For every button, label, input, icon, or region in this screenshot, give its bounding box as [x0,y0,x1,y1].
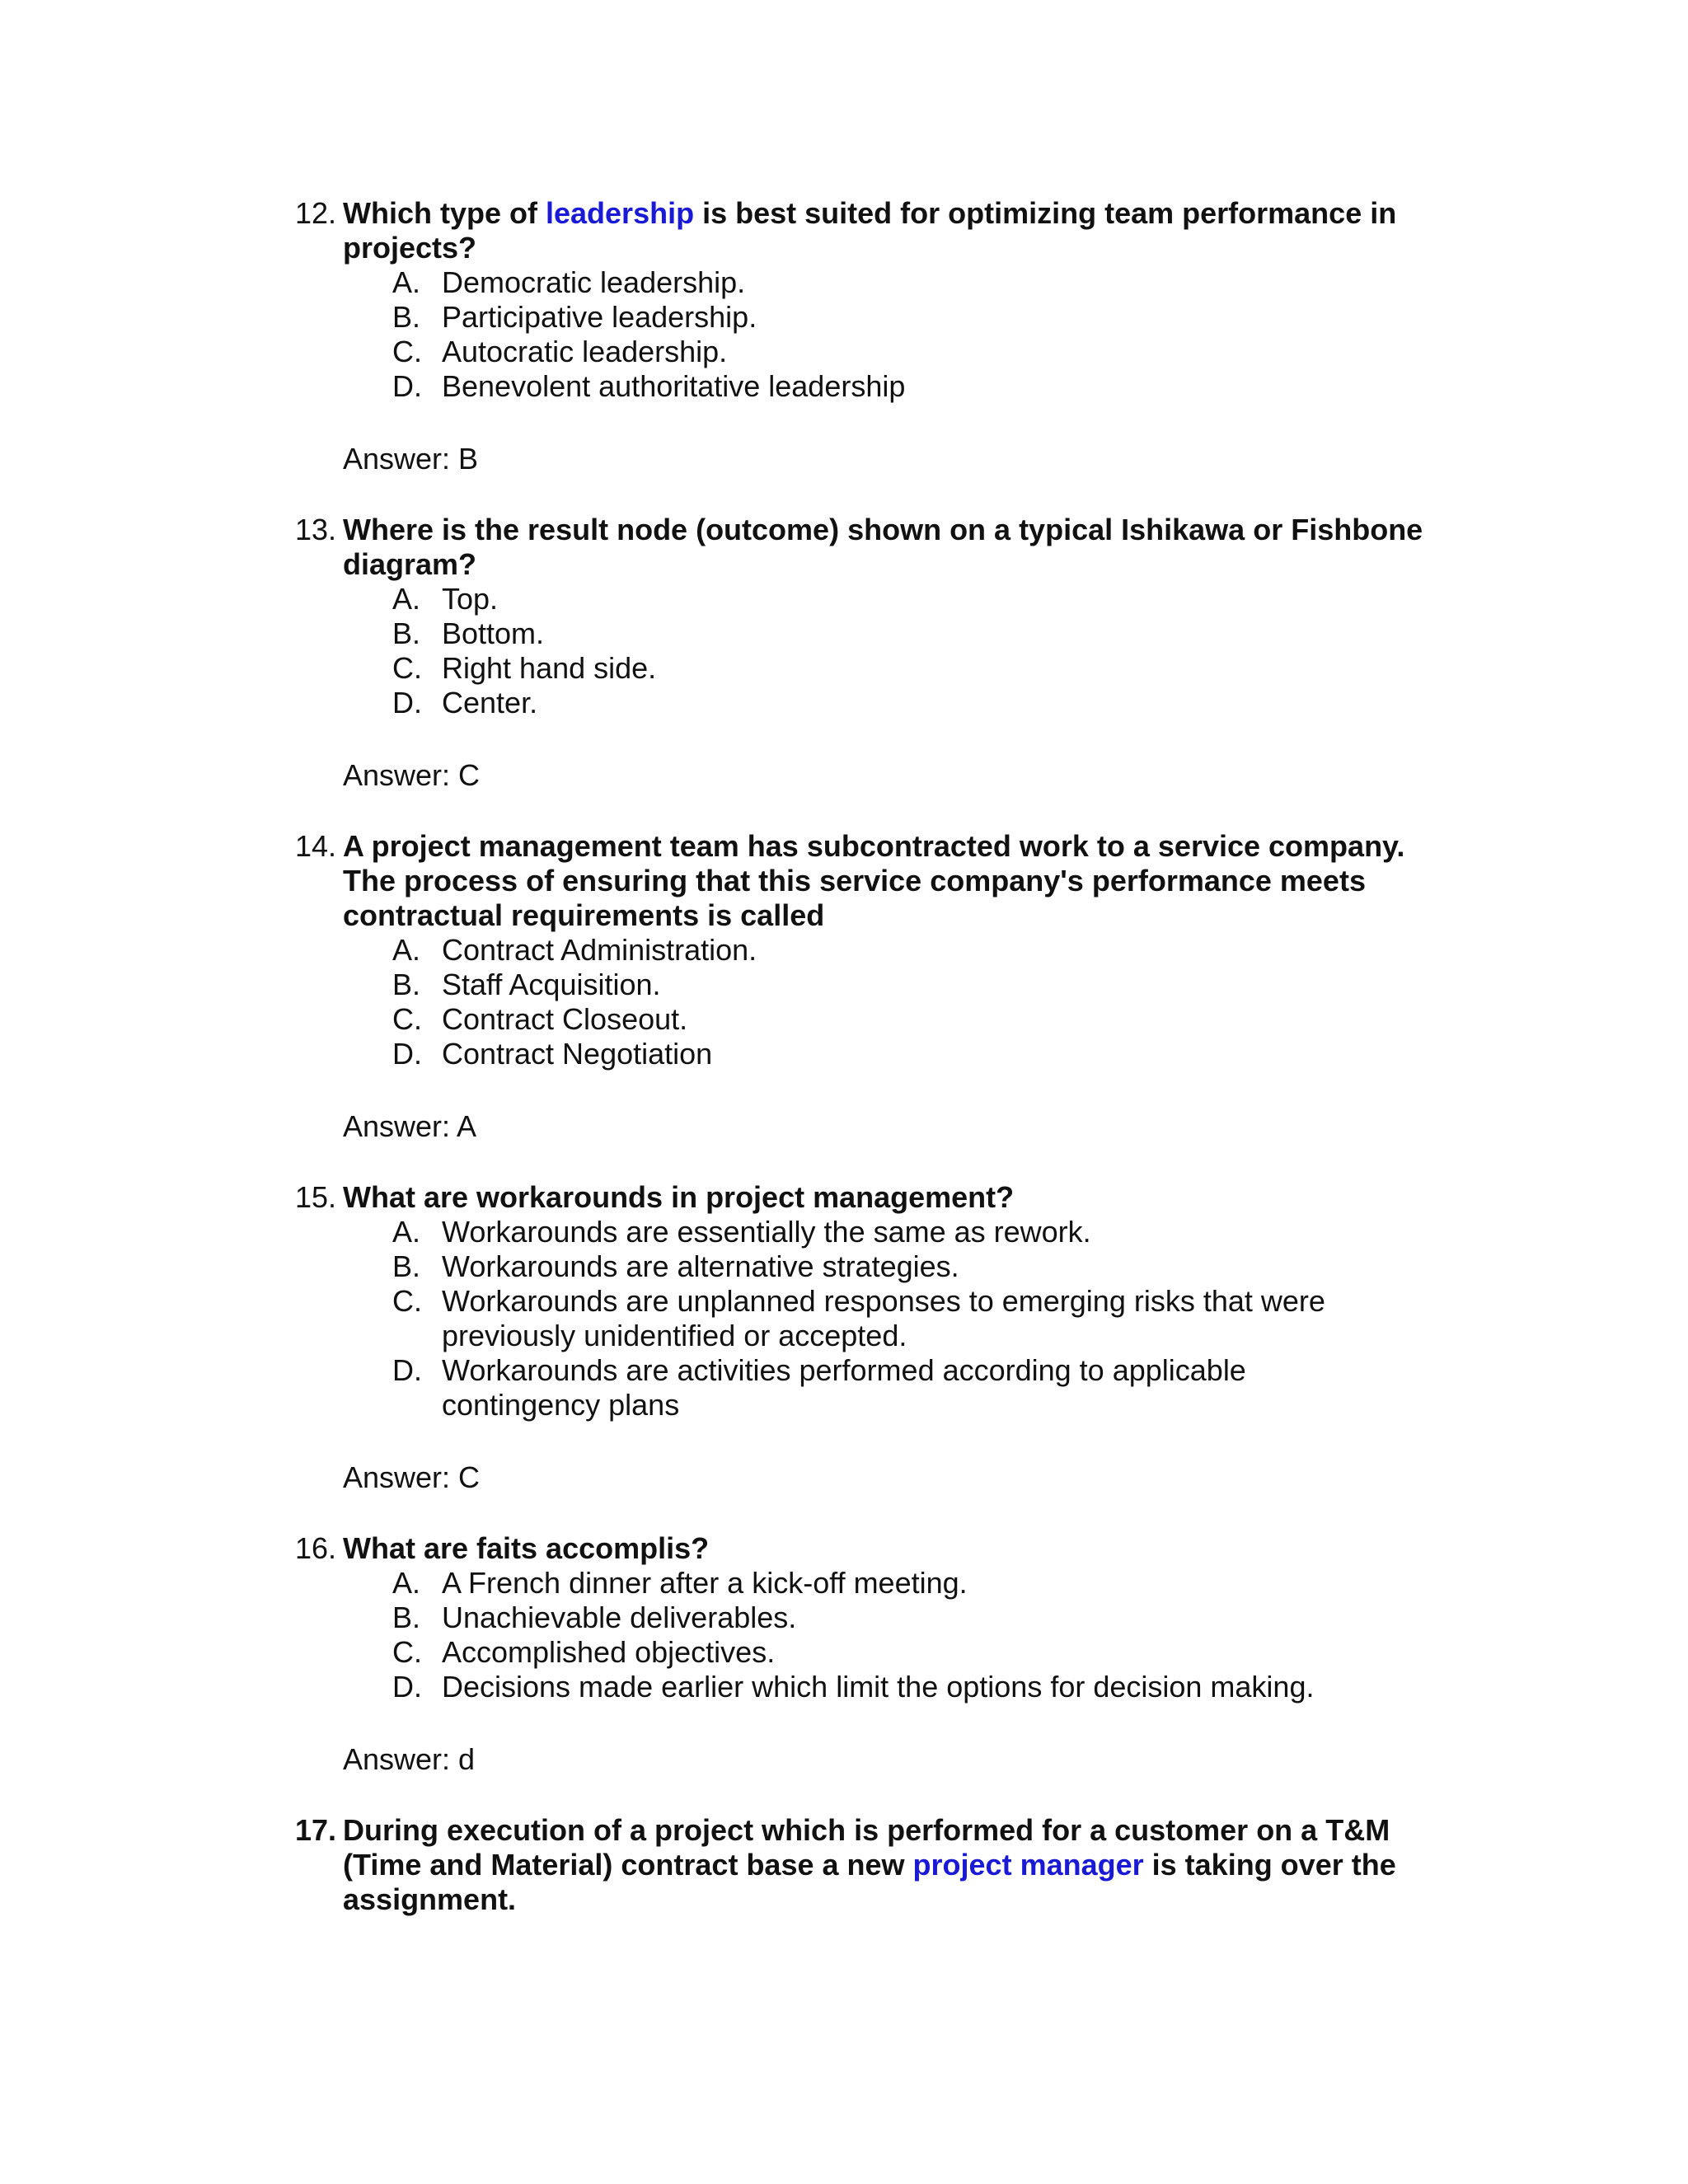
option-c: C. Right hand side. [392,651,657,685]
question-header [295,1813,1449,1917]
option-c: C. Workarounds are unplanned responses to emerging risks that were previously unidentified or accepted. [392,1284,1325,1352]
question-header [295,1180,1449,1215]
question-12 [295,196,1449,476]
question-number: 12. [295,196,337,230]
option-d: D. Benevolent authoritative leadership [392,369,906,403]
option-c: C. Autocratic leadership. [392,335,728,368]
answer: Answer: A [343,1109,477,1143]
question-header [295,513,1449,582]
option-d: D. Decisions made earlier which limit the options for decision making. [392,1670,1315,1704]
question-header [295,196,1449,265]
question-17 [295,1813,1449,1917]
option-a: A. Top. [392,582,499,616]
question-number: 16. [295,1531,337,1565]
options-list [295,582,1449,720]
option-b: B. Bottom. [392,616,545,650]
option-b: B. Participative leadership. [392,300,757,334]
question-header [295,1531,1449,1566]
question-text: During execution of a project which is performed for a customer on a T&M (Time and Material) contract base a new project manager is taking over the assignment. [343,1813,1396,1916]
option-b: B. Workarounds are alternative strategies. [392,1249,959,1283]
option-d: D. Center. [392,686,538,719]
question-13 [295,513,1449,793]
project-manager-link[interactable]: project manager [912,1848,1144,1882]
option-d: D. Contract Negotiation [392,1037,713,1071]
options-list [295,265,1449,404]
option-a: A. Contract Administration. [392,933,757,967]
option-a: A. Workarounds are essentially the same as rework. [392,1215,1091,1249]
question-number: 15. [295,1180,337,1214]
answer: Answer: d [343,1742,476,1776]
options-list [295,933,1449,1071]
answer: Answer: C [343,1460,481,1494]
question-number: 14. [295,829,337,863]
answer: Answer: C [343,758,481,792]
option-d: D. Workarounds are activities performed according to applicable contingency plans [392,1353,1246,1422]
question-text: What are faits accomplis? [343,1531,710,1565]
question-number: 13. [295,513,337,546]
option-a: A. A French dinner after a kick-off meeting. [392,1566,968,1600]
question-number: 17. [295,1813,337,1847]
leadership-link[interactable]: leadership [546,196,695,230]
question-text: What are workarounds in project management? [343,1180,1015,1214]
answer: Answer: B [343,442,479,476]
option-b: B. Unachievable deliverables. [392,1601,797,1634]
question-14 [295,829,1449,1144]
options-list [295,1566,1449,1704]
question-text: A project management team has subcontracted work to a service company. The process of ensuring that this service company's performance meets contractual requirements is called [343,829,1405,932]
question-text: Where is the result node (outcome) shown on a typical Ishikawa or Fishbone diagram? [343,513,1423,581]
question-15 [295,1180,1449,1495]
option-c: C. Accomplished objectives. [392,1635,776,1669]
question-header [295,829,1449,933]
options-list [295,1215,1449,1422]
option-a: A. Democratic leadership. [392,265,746,299]
question-16 [295,1531,1449,1777]
option-b: B. Staff Acquisition. [392,968,661,1001]
option-c: C. Contract Closeout. [392,1002,688,1036]
question-text: Which type of leadership is best suited for optimizing team performance in projects? [343,196,1397,265]
